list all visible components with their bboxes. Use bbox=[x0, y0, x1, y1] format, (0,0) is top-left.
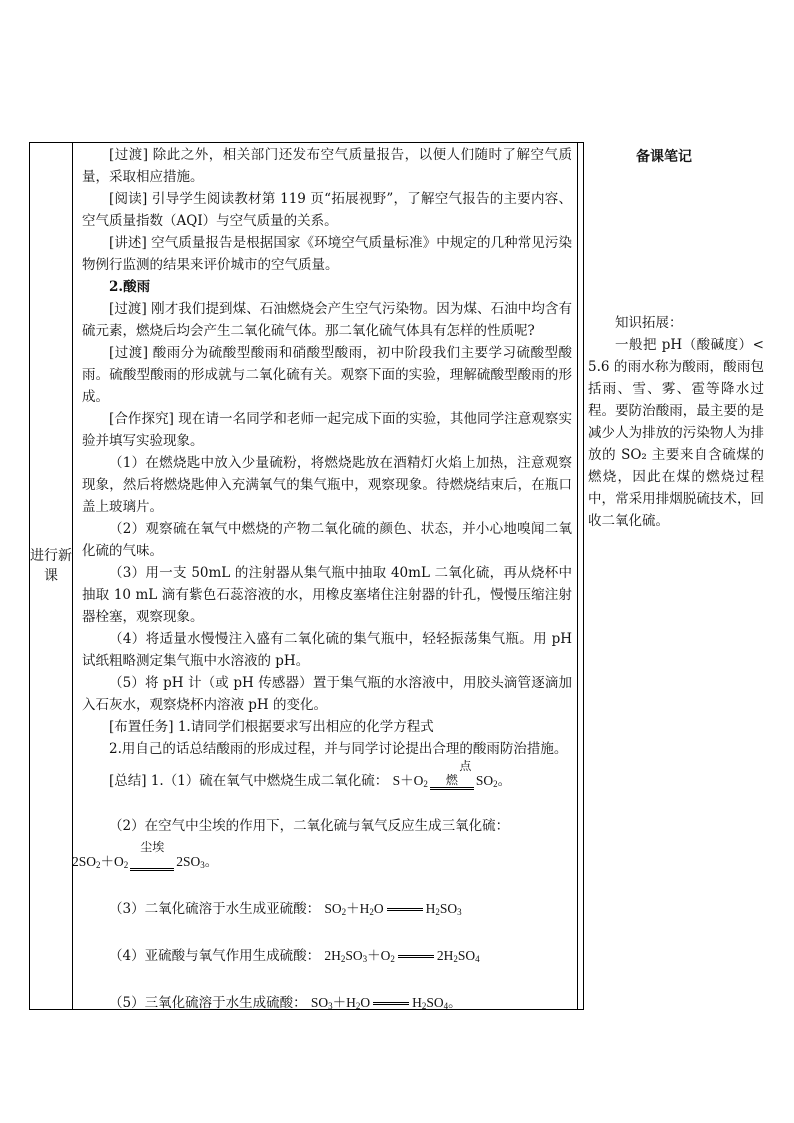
table-top-border bbox=[29, 142, 584, 143]
summary-equation-4: （4）亚硫酸与氧气作用生成硫酸： $2H_2SO_3+O_2$ $2H_2SO_4$ bbox=[109, 948, 480, 964]
summary-equation-2-text: （2）在空气中尘埃的作用下，二氧化硫与氧气反应生成三氧化硫： bbox=[109, 818, 510, 834]
reaction-arrow: 尘埃 bbox=[130, 854, 174, 871]
experiment-step-4: （4）将适量水慢慢注入盛有二氧化硫的集气瓶中，轻轻振荡集气瓶。用 pH 试纸粗略测定集气瓶中水溶液的 pH。 bbox=[82, 631, 572, 669]
paragraph-lecture: [讲述] 空气质量报告是根据国家《环境空气质量标准》中规定的几种常见污染物例行监测的结果来评价城市的空气质量。 bbox=[82, 235, 572, 273]
side-notes-title: 备课笔记 bbox=[636, 149, 692, 165]
summary-equation-2: $2SO_2+O_2$ 尘埃 $2SO_3$。 bbox=[72, 840, 219, 870]
section-heading: 2.酸雨 bbox=[109, 279, 151, 295]
summary-equation-5: （5）三氧化硫溶于水生成硫酸： $SO_3+H_2O$ $H_2SO_4$。 bbox=[109, 995, 462, 1011]
paragraph-transition-1: [过渡] 除此之外，相关部门还发布空气质量报告，以便人们随时了解空气质量，采取相应措施。 bbox=[82, 147, 572, 185]
side-notes bbox=[588, 312, 764, 532]
experiment-step-5: （5）将 pH 计（或 pH 传感器）置于集气瓶的水溶液中，用胶头滴管逐滴加入石灰水，观察烧杯内溶液 pH 的变化。 bbox=[82, 675, 572, 713]
experiment-step-1: （1）在燃烧匙中放入少量硫粉，将燃烧匙放在酒精灯火焰上加热，注意观察现象，然后将燃烧匙伸入充满氧气的集气瓶中，观察现象。待燃烧结束后，在瓶口盖上玻璃片。 bbox=[82, 455, 572, 515]
table-right-border-inner bbox=[577, 142, 578, 1010]
table-right-border-outer bbox=[583, 142, 584, 1010]
task-1: [布置任务] 1.请同学们根据要求写出相应的化学方程式 bbox=[109, 719, 434, 735]
lesson-content bbox=[72, 144, 572, 1017]
summary-equation-3: （3）二氧化硫溶于水生成亚硫酸： $SO_2+H_2O$ $H_2SO_3$ bbox=[109, 901, 462, 917]
side-notes-text: 一般把 pH（酸碱度）< 5.6 的雨水称为酸雨，酸雨包括雨、雪、雾、雹等降水过程。要防治酸雨，最主要的是减少人为排放的污染物人为排放的 SO₂ 主要来自含硫煤的燃烧，因此在煤的燃烧过程中，常采用排烟脱硫技术，回收二氧化硫。 bbox=[588, 337, 764, 529]
paragraph-reading: [阅读] 引导学生阅读教材第 119 页“拓展视野”，了解空气报告的主要内容、空气质量指数（AQI）与空气质量的关系。 bbox=[82, 191, 572, 229]
paragraph-transition-2: [过渡] 刚才我们提到煤、石油燃烧会产生空气污染物。因为煤、石油中均含有硫元素，燃烧后均会产生二氧化硫气体。那二氧化硫气体具有怎样的性质呢? bbox=[82, 301, 572, 339]
reaction-arrow: 点燃 bbox=[430, 773, 474, 790]
row-label: 进行新课 bbox=[30, 548, 72, 584]
column-divider bbox=[72, 142, 73, 1010]
paragraph-cooperation: [合作探究] 现在请一名同学和老师一起完成下面的实验，其他同学注意观察实验并填写实验现象。 bbox=[82, 411, 572, 449]
side-notes-label: 知识拓展： bbox=[615, 315, 683, 331]
summary-equation-1: [总结] 1.（1）硫在氧气中燃烧生成二氧化硫： $S+O_2$ 点燃 $SO_2$。 bbox=[109, 759, 512, 789]
task-2: 2.用自己的话总结酸雨的形成过程，并与同学讨论提出合理的酸雨防治措施。 bbox=[109, 741, 568, 757]
experiment-step-2: （2）观察硫在氧气中燃烧的产物二氧化硫的颜色、状态，并小心地嗅闻二氧化硫的气味。 bbox=[82, 521, 572, 559]
experiment-step-3: （3）用一支 50mL 的注射器从集气瓶中抽取 40mL 二氧化硫，再从烧杯中抽取 10 mL 滴有紫色石蕊溶液的水，用橡皮塞堵住注射器的针孔，慢慢压缩注射器栓塞，观察现象。 bbox=[82, 565, 572, 625]
paragraph-transition-3: [过渡] 酸雨分为硫酸型酸雨和硝酸型酸雨，初中阶段我们主要学习硫酸型酸雨。硫酸型酸雨的形成就与二氧化硫有关。观察下面的实验，理解硫酸型酸雨的形成。 bbox=[82, 345, 572, 405]
